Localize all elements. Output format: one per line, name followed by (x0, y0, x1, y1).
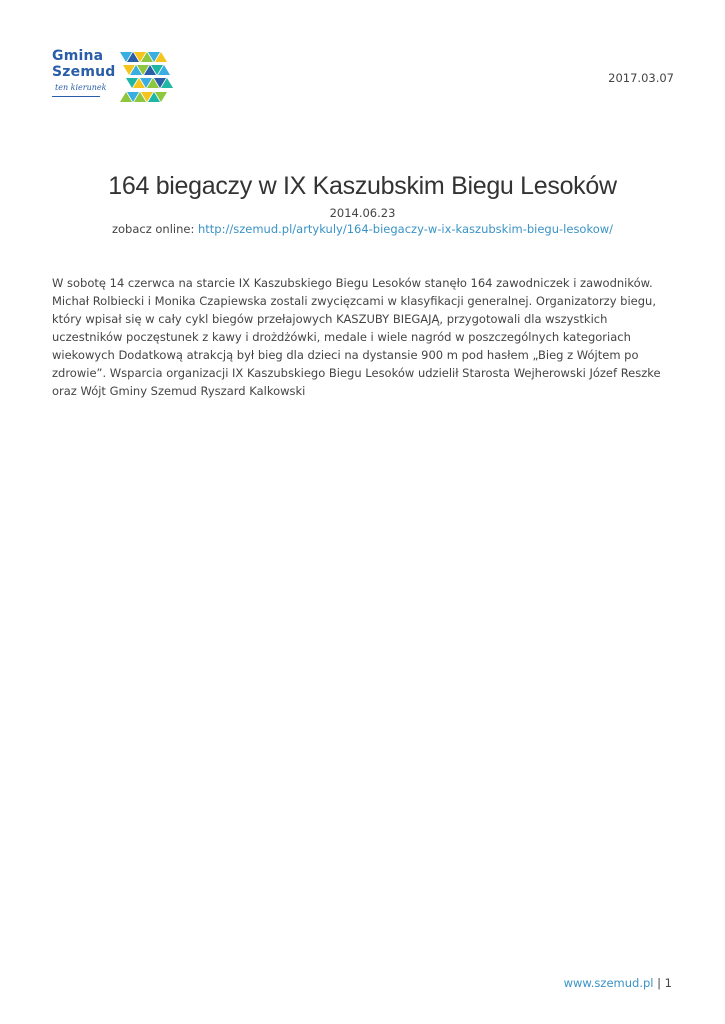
logo-line-1: Gmina (52, 48, 104, 64)
footer-site-link[interactable]: www.szemud.pl (563, 976, 654, 990)
print-date: 2017.03.07 (608, 71, 674, 85)
article-body: W sobotę 14 czerwca na starcie IX Kaszubskiego Biegu Lesoków stanęło 164 zawodniczek i zawodników. Michał Rolbiecki i Monika Czapiewska zostali zwycięzcami w klasyfikacji generalnej. Organizatorzy biegu, który wpisał się w cały cykl biegów przełajowych KASZUBY BIEGAJĄ, przygotowali dla wszystkich uczestników poczęstunek z kawy i drożdżówki, medale i wiele nagród w poszczególnych kategoriach wiekowych Dodatkową atrakcją był bieg dla dzieci na dystansie 900 m pod hasłem „Bieg z Wójtem po zdrowie”. Wsparcia organizacji IX Kaszubskiego Biegu Lesoków udzielił Starosta Wejherowski Józef Reszke oraz Wójt Gminy Szemud Ryszard Kalkowski (52, 276, 661, 398)
footer-separator: | (657, 976, 662, 990)
article-url-link[interactable]: http://szemud.pl/artykuly/164-biegaczy-w-ix-kaszubskim-biegu-lesokow/ (198, 222, 614, 236)
logo-line-2: Szemud (52, 64, 116, 80)
gmina-szemud-logo (52, 48, 178, 106)
triangles-logo-icon (118, 50, 178, 104)
page-number: 1 (664, 976, 672, 990)
article-date: 2014.06.23 (329, 206, 396, 220)
article-title: 164 biegaczy w IX Kaszubskim Biegu Lesoków (108, 172, 617, 200)
online-link-row (0, 222, 725, 236)
logo-underline (52, 96, 100, 97)
logo-text (52, 48, 116, 92)
logo-tagline: ten kierunek (55, 83, 107, 92)
page-footer (564, 976, 672, 990)
online-label: zobacz online: (111, 222, 195, 236)
